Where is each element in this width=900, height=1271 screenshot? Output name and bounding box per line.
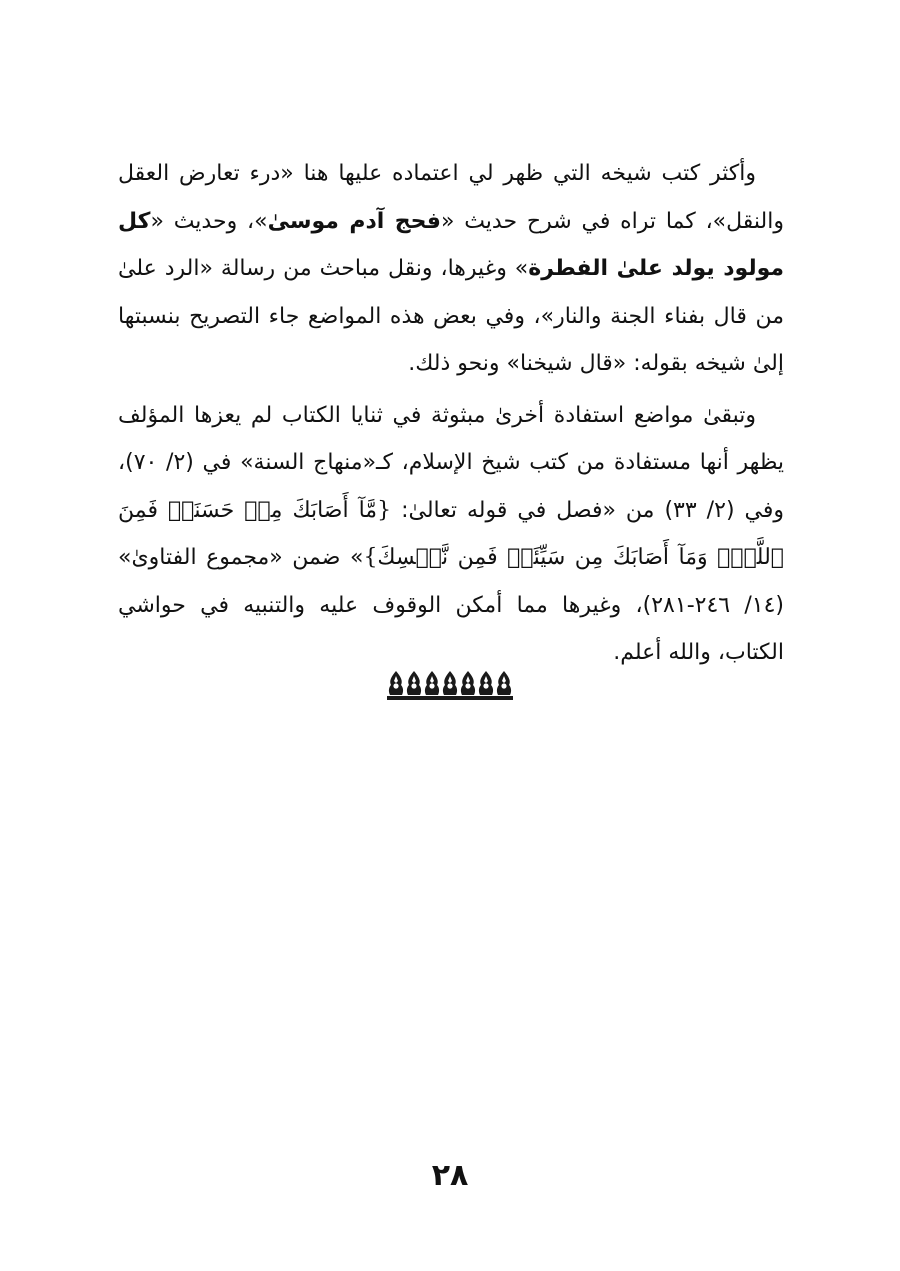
- paragraph-1-text-1: وأكثر كتب شيخه التي ظهر لي اعتماده عليها هنا «درء تعارض العقل والنقل»، كما تراه في شرح حديث «: [118, 161, 784, 234]
- page-number: ٢٨: [431, 1158, 469, 1193]
- paragraph-2-text-1: وتبقىٰ مواضع استفادة أخرىٰ مبثوثة في ثنايا الكتاب لم يعزها المؤلف يظهر أنها مستفادة من كتب شيخ الإسلام، كـ«منهاج السنة» في (٢/ ٧٠)، وفي (٢/ ٣٣) من «فصل في قوله تعالىٰ:: [118, 402, 784, 523]
- body-text: [118, 150, 784, 677]
- paragraph-1-text-2: »، وحديث «: [150, 208, 268, 234]
- hadith-title-1: فحج آدم موسىٰ: [267, 208, 441, 234]
- ornament-icon: [385, 669, 515, 701]
- hadith-title-2: كل مولود يولد علىٰ الفطرة: [118, 208, 784, 281]
- section-end-ornament: [0, 668, 900, 702]
- paragraph-1-text-3: » وغيرها، ونقل مباحث من رسالة «الرد علىٰ من قال بفناء الجنة والنار»، وفي بعض هذه المواضع جاء التصريح بنسبتها إلىٰ شيخه بقوله: «قال شيخنا» ونحو ذلك.: [118, 256, 784, 376]
- paragraph-2-text-2: » ضمن «مجموع الفتاوىٰ» (١٤/ ٢٤٦-٢٨١)، وغيرها مما أمكن الوقوف عليه والتنبيه في حواشي الكتاب، والله أعلم.: [118, 545, 785, 665]
- paragraph-1: [118, 150, 784, 388]
- quran-verse: {مَّآ أَصَابَكَ مِنۡ حَسَنَةٖ فَمِنَ ٱللَّهِۖ وَمَآ أَصَابَكَ مِن سَيِّئَةٖ فَمِن نَّفۡسِكَ}: [118, 497, 784, 570]
- paragraph-2: [118, 392, 784, 677]
